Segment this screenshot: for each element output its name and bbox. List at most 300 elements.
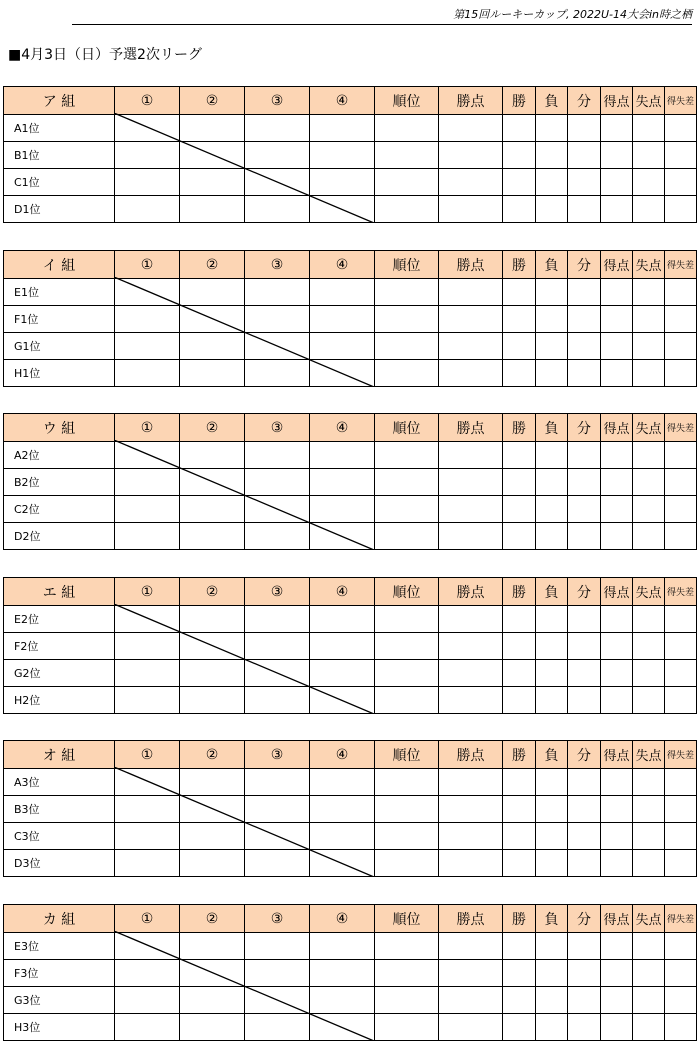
result-cell (180, 687, 245, 714)
result-cell (633, 333, 665, 360)
result-cell (568, 660, 601, 687)
result-cell (310, 279, 375, 306)
result-cell (180, 333, 245, 360)
result-cell (633, 279, 665, 306)
result-cell (180, 1014, 245, 1041)
result-cell (375, 469, 439, 496)
league-name: ウ 組 (4, 414, 115, 442)
league-table-5 (3, 740, 696, 877)
result-cell (601, 606, 633, 633)
result-cell (601, 1014, 633, 1041)
team-label: H2位 (4, 687, 115, 714)
column-header: 勝 (503, 578, 536, 606)
result-cell (439, 796, 503, 823)
result-cell (375, 769, 439, 796)
result-cell (245, 823, 310, 850)
result-cell (310, 360, 375, 387)
result-cell (665, 687, 697, 714)
result-cell (601, 823, 633, 850)
column-header: 順位 (375, 905, 439, 933)
result-cell (536, 823, 568, 850)
result-cell (245, 496, 310, 523)
team-label: F1位 (4, 306, 115, 333)
result-cell (568, 633, 601, 660)
result-cell (633, 796, 665, 823)
result-cell (115, 360, 180, 387)
result-cell (310, 469, 375, 496)
column-header: 負 (536, 414, 568, 442)
result-cell (568, 115, 601, 142)
result-cell (375, 960, 439, 987)
result-cell (665, 360, 697, 387)
result-cell (375, 823, 439, 850)
result-cell (601, 850, 633, 877)
team-label: E3位 (4, 933, 115, 960)
result-cell (439, 196, 503, 223)
team-row (4, 360, 697, 387)
column-header: 順位 (375, 578, 439, 606)
result-cell (633, 633, 665, 660)
column-header: 得点 (601, 578, 633, 606)
result-cell (310, 169, 375, 196)
result-cell (568, 442, 601, 469)
team-row (4, 333, 697, 360)
result-cell (665, 333, 697, 360)
column-header: ③ (245, 741, 310, 769)
result-cell (568, 687, 601, 714)
result-cell (633, 850, 665, 877)
result-cell (633, 442, 665, 469)
column-header: 失点 (633, 414, 665, 442)
result-cell (503, 960, 536, 987)
result-cell (665, 115, 697, 142)
result-cell (568, 333, 601, 360)
result-cell (665, 633, 697, 660)
result-cell (601, 769, 633, 796)
result-cell (310, 933, 375, 960)
result-cell (439, 333, 503, 360)
team-label: G1位 (4, 333, 115, 360)
column-header: 勝点 (439, 741, 503, 769)
result-cell (245, 360, 310, 387)
result-cell (375, 442, 439, 469)
result-cell (536, 769, 568, 796)
column-header: ② (180, 905, 245, 933)
result-cell (439, 769, 503, 796)
result-cell (536, 469, 568, 496)
league-grid (3, 250, 697, 387)
result-cell (633, 306, 665, 333)
result-cell (245, 606, 310, 633)
result-cell (375, 523, 439, 550)
result-cell (310, 687, 375, 714)
result-cell (503, 933, 536, 960)
result-cell (665, 469, 697, 496)
column-header: 分 (568, 905, 601, 933)
result-cell (601, 960, 633, 987)
result-cell (503, 687, 536, 714)
result-cell (310, 333, 375, 360)
result-cell (568, 496, 601, 523)
result-cell (310, 660, 375, 687)
result-cell (115, 769, 180, 796)
result-cell (536, 523, 568, 550)
result-cell (633, 687, 665, 714)
result-cell (115, 633, 180, 660)
result-cell (439, 279, 503, 306)
column-header: 順位 (375, 741, 439, 769)
team-label: F2位 (4, 633, 115, 660)
team-row (4, 442, 697, 469)
result-cell (439, 987, 503, 1014)
result-cell (665, 142, 697, 169)
league-grid (3, 577, 697, 714)
result-cell (245, 333, 310, 360)
result-cell (439, 1014, 503, 1041)
team-label: D2位 (4, 523, 115, 550)
result-cell (536, 796, 568, 823)
column-header: 得失差 (665, 414, 697, 442)
result-cell (665, 1014, 697, 1041)
result-cell (115, 933, 180, 960)
team-label: A3位 (4, 769, 115, 796)
result-cell (310, 850, 375, 877)
result-cell (115, 606, 180, 633)
column-header: 負 (536, 741, 568, 769)
result-cell (180, 987, 245, 1014)
result-cell (245, 469, 310, 496)
column-header: 勝 (503, 414, 536, 442)
result-cell (665, 196, 697, 223)
result-cell (503, 333, 536, 360)
column-header: ① (115, 251, 180, 279)
column-header: 勝 (503, 87, 536, 115)
league-name: イ 組 (4, 251, 115, 279)
result-cell (601, 169, 633, 196)
column-header: ② (180, 414, 245, 442)
result-cell (568, 769, 601, 796)
team-row (4, 606, 697, 633)
league-header-row (4, 87, 697, 115)
result-cell (568, 469, 601, 496)
result-cell (115, 279, 180, 306)
league-header-row (4, 905, 697, 933)
result-cell (536, 933, 568, 960)
result-cell (375, 796, 439, 823)
result-cell (601, 796, 633, 823)
result-cell (568, 523, 601, 550)
league-grid (3, 904, 697, 1041)
result-cell (115, 523, 180, 550)
result-cell (180, 850, 245, 877)
result-cell (245, 306, 310, 333)
result-cell (503, 169, 536, 196)
result-cell (115, 660, 180, 687)
column-header: 得点 (601, 905, 633, 933)
result-cell (601, 496, 633, 523)
result-cell (245, 796, 310, 823)
column-header: 得点 (601, 251, 633, 279)
result-cell (439, 115, 503, 142)
result-cell (375, 606, 439, 633)
result-cell (310, 196, 375, 223)
column-header: 勝点 (439, 87, 503, 115)
column-header: ④ (310, 87, 375, 115)
column-header: 得失差 (665, 741, 697, 769)
team-label: D3位 (4, 850, 115, 877)
result-cell (633, 169, 665, 196)
result-cell (568, 796, 601, 823)
team-label: B1位 (4, 142, 115, 169)
column-header: 分 (568, 741, 601, 769)
result-cell (665, 169, 697, 196)
result-cell (503, 496, 536, 523)
column-header: 分 (568, 251, 601, 279)
result-cell (180, 196, 245, 223)
result-cell (245, 660, 310, 687)
league-table-1 (3, 86, 696, 223)
team-label: A1位 (4, 115, 115, 142)
result-cell (115, 960, 180, 987)
result-cell (180, 660, 245, 687)
team-row (4, 823, 697, 850)
result-cell (536, 1014, 568, 1041)
team-row (4, 496, 697, 523)
team-row (4, 660, 697, 687)
column-header: 負 (536, 87, 568, 115)
result-cell (115, 169, 180, 196)
result-cell (568, 960, 601, 987)
result-cell (601, 196, 633, 223)
result-cell (180, 606, 245, 633)
result-cell (375, 142, 439, 169)
result-cell (536, 279, 568, 306)
result-cell (115, 333, 180, 360)
result-cell (115, 687, 180, 714)
result-cell (245, 279, 310, 306)
result-cell (375, 687, 439, 714)
result-cell (568, 606, 601, 633)
team-label: B2位 (4, 469, 115, 496)
league-name: エ 組 (4, 578, 115, 606)
column-header: 分 (568, 578, 601, 606)
result-cell (503, 306, 536, 333)
result-cell (503, 633, 536, 660)
team-row (4, 469, 697, 496)
column-header: ① (115, 578, 180, 606)
result-cell (568, 279, 601, 306)
result-cell (310, 823, 375, 850)
result-cell (503, 469, 536, 496)
team-label: A2位 (4, 442, 115, 469)
result-cell (310, 306, 375, 333)
column-header: ① (115, 414, 180, 442)
result-cell (180, 769, 245, 796)
result-cell (375, 496, 439, 523)
result-cell (439, 850, 503, 877)
result-cell (245, 169, 310, 196)
result-cell (633, 496, 665, 523)
result-cell (439, 442, 503, 469)
result-cell (310, 142, 375, 169)
column-header: 得失差 (665, 87, 697, 115)
column-header: ③ (245, 251, 310, 279)
team-label: G2位 (4, 660, 115, 687)
result-cell (503, 987, 536, 1014)
result-cell (633, 987, 665, 1014)
result-cell (439, 823, 503, 850)
result-cell (115, 1014, 180, 1041)
league-header-row (4, 578, 697, 606)
result-cell (439, 360, 503, 387)
column-header: 勝点 (439, 251, 503, 279)
result-cell (503, 769, 536, 796)
result-cell (180, 442, 245, 469)
result-cell (601, 933, 633, 960)
result-cell (633, 1014, 665, 1041)
result-cell (180, 796, 245, 823)
result-cell (375, 306, 439, 333)
result-cell (375, 333, 439, 360)
result-cell (245, 633, 310, 660)
result-cell (536, 660, 568, 687)
result-cell (310, 987, 375, 1014)
column-header: 得失差 (665, 251, 697, 279)
result-cell (310, 960, 375, 987)
result-cell (310, 606, 375, 633)
result-cell (568, 850, 601, 877)
result-cell (115, 469, 180, 496)
result-cell (601, 360, 633, 387)
result-cell (568, 1014, 601, 1041)
column-header: ③ (245, 578, 310, 606)
team-row (4, 196, 697, 223)
column-header: ④ (310, 251, 375, 279)
result-cell (568, 360, 601, 387)
result-cell (115, 850, 180, 877)
result-cell (115, 442, 180, 469)
result-cell (536, 442, 568, 469)
result-cell (439, 660, 503, 687)
column-header: ② (180, 251, 245, 279)
result-cell (180, 496, 245, 523)
result-cell (245, 196, 310, 223)
result-cell (503, 279, 536, 306)
league-table-6 (3, 904, 696, 1041)
column-header: ① (115, 741, 180, 769)
column-header: ③ (245, 905, 310, 933)
team-row (4, 115, 697, 142)
result-cell (665, 442, 697, 469)
column-header: 分 (568, 87, 601, 115)
result-cell (503, 823, 536, 850)
league-name: ア 組 (4, 87, 115, 115)
result-cell (633, 196, 665, 223)
column-header: 勝 (503, 905, 536, 933)
result-cell (536, 606, 568, 633)
league-header-row (4, 251, 697, 279)
result-cell (115, 987, 180, 1014)
team-row (4, 1014, 697, 1041)
column-header: ③ (245, 87, 310, 115)
result-cell (633, 823, 665, 850)
result-cell (115, 306, 180, 333)
team-label: C2位 (4, 496, 115, 523)
result-cell (633, 933, 665, 960)
team-label: C1位 (4, 169, 115, 196)
result-cell (503, 523, 536, 550)
result-cell (601, 306, 633, 333)
column-header: 勝 (503, 741, 536, 769)
result-cell (375, 633, 439, 660)
league-table-2 (3, 250, 696, 387)
result-cell (568, 169, 601, 196)
result-cell (665, 960, 697, 987)
result-cell (633, 960, 665, 987)
result-cell (665, 850, 697, 877)
team-row (4, 796, 697, 823)
result-cell (601, 633, 633, 660)
column-header: 分 (568, 414, 601, 442)
result-cell (245, 987, 310, 1014)
result-cell (601, 987, 633, 1014)
column-header: 勝点 (439, 578, 503, 606)
result-cell (633, 115, 665, 142)
result-cell (439, 142, 503, 169)
result-cell (115, 496, 180, 523)
result-cell (503, 660, 536, 687)
result-cell (310, 442, 375, 469)
column-header: ① (115, 905, 180, 933)
column-header: ④ (310, 741, 375, 769)
league-header-row (4, 741, 697, 769)
column-header: ④ (310, 414, 375, 442)
result-cell (601, 142, 633, 169)
league-header-row (4, 414, 697, 442)
team-label: D1位 (4, 196, 115, 223)
team-row (4, 960, 697, 987)
column-header: 順位 (375, 87, 439, 115)
column-header: ④ (310, 905, 375, 933)
result-cell (180, 360, 245, 387)
result-cell (503, 850, 536, 877)
result-cell (310, 523, 375, 550)
column-header: 得点 (601, 87, 633, 115)
column-header: 順位 (375, 414, 439, 442)
team-row (4, 169, 697, 196)
column-header: 得点 (601, 741, 633, 769)
result-cell (115, 823, 180, 850)
result-cell (633, 523, 665, 550)
result-cell (310, 496, 375, 523)
result-cell (633, 606, 665, 633)
result-cell (536, 306, 568, 333)
result-cell (536, 960, 568, 987)
result-cell (601, 279, 633, 306)
column-header: ③ (245, 414, 310, 442)
result-cell (439, 469, 503, 496)
result-cell (115, 796, 180, 823)
result-cell (245, 523, 310, 550)
result-cell (310, 769, 375, 796)
result-cell (568, 987, 601, 1014)
result-cell (245, 115, 310, 142)
result-cell (568, 823, 601, 850)
result-cell (665, 606, 697, 633)
column-header: 失点 (633, 905, 665, 933)
result-cell (439, 633, 503, 660)
result-cell (536, 850, 568, 877)
